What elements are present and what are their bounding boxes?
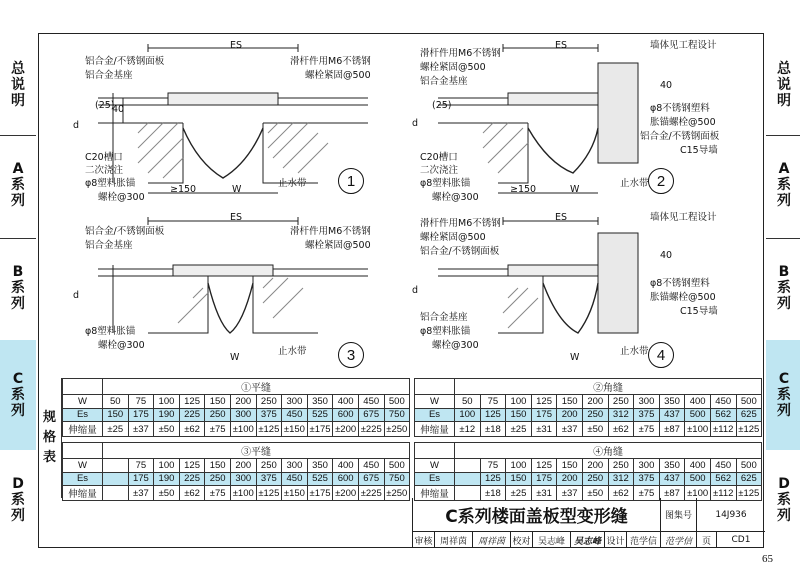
d4-dim-d: d — [412, 285, 419, 296]
table-cell — [103, 459, 129, 473]
row-label: Es — [415, 408, 455, 422]
table-cell: ±37 — [557, 486, 583, 501]
table-cell: 250 — [582, 472, 608, 486]
table-cell: 175 — [128, 408, 154, 422]
d2-label-bolt500: 螺栓紧固@500 — [420, 62, 486, 73]
table-cell: 190 — [154, 408, 180, 422]
table-cell: ±31 — [531, 422, 557, 437]
table-cell: 150 — [506, 408, 532, 422]
d1-dim-es: ES — [230, 40, 243, 51]
d2-dim-w: W — [570, 184, 580, 195]
d1-waterstop: 止水带 — [278, 178, 307, 189]
checker-name: 吴志峰 — [533, 532, 571, 548]
review-label: 审核 — [413, 532, 435, 548]
check-label: 校对 — [511, 532, 533, 548]
d1-right-label-1: 滑杆件用M6不锈钢 — [290, 56, 371, 67]
checker-signature: 吴志峰 — [571, 532, 605, 548]
atlas-number: 14J936 — [697, 498, 765, 532]
table-cell: 300 — [634, 459, 660, 473]
d3-label-bolt: 螺栓@300 — [98, 340, 145, 351]
d3-dim-d: d — [73, 290, 80, 301]
table-cell: 125 — [179, 395, 205, 409]
table-cell: 200 — [582, 459, 608, 473]
table-cell: 100 — [455, 408, 481, 422]
table-cell: 350 — [659, 395, 685, 409]
d2-label-anchor: φ8塑料胀锚 — [420, 178, 471, 189]
table-cell: 375 — [634, 472, 660, 486]
d4-right-c15: C15导墙 — [680, 306, 718, 317]
table-cell: 562 — [710, 472, 736, 486]
d2-right-wall: 墙体见工程设计 — [650, 40, 717, 51]
d4-label-bolt300: 螺栓@300 — [432, 340, 479, 351]
table-cell: 75 — [128, 395, 154, 409]
d4-label-anchor: φ8塑料胀锚 — [420, 326, 471, 337]
table-cell: 50 — [103, 395, 129, 409]
d1-dim-w: W — [232, 184, 242, 195]
row-label: 伸缩量 — [63, 486, 103, 501]
d4-waterstop: 止水带 — [620, 346, 649, 357]
row-label: 伸缩量 — [63, 422, 103, 437]
d1-label-grout: 二次浇注 — [85, 165, 124, 176]
table-cell: 125 — [480, 472, 506, 486]
table-cell: 350 — [307, 395, 333, 409]
side-tab-left-general: 总说明 — [11, 61, 25, 109]
spec-table-3 — [62, 442, 410, 501]
d3-label-panel: 铝合金/不锈钢面板 — [85, 226, 165, 237]
table-cell: 150 — [205, 395, 231, 409]
table-cell: 200 — [557, 472, 583, 486]
design-label: 设计 — [605, 532, 627, 548]
table-head: ③平缝 — [103, 443, 410, 459]
table-cell: 750 — [384, 408, 410, 422]
table-cell: 625 — [736, 408, 762, 422]
table-cell: 500 — [384, 395, 410, 409]
table-cell: 450 — [710, 395, 736, 409]
d1-label-anchor: φ8塑料胀锚 — [85, 178, 136, 189]
table-cell: ±37 — [128, 422, 154, 437]
table-corner — [415, 379, 455, 395]
table-cell: 750 — [384, 472, 410, 486]
table-head: ②角缝 — [455, 379, 762, 395]
d4-label-bolt500: 螺栓紧固@500 — [420, 232, 486, 243]
d2-label-base: 铝合金基座 — [420, 76, 468, 87]
table-cell: 100 — [506, 395, 532, 409]
reviewer-signature: 周祥茵 — [473, 532, 511, 548]
reviewer-name: 周祥茵 — [435, 532, 473, 548]
table-cell: ±100 — [230, 486, 256, 501]
table-cell: 125 — [480, 408, 506, 422]
table-cell: ±25 — [506, 486, 532, 501]
divider — [0, 135, 36, 136]
table-cell: ±75 — [634, 486, 660, 501]
table-cell: ±200 — [333, 422, 359, 437]
table-corner — [415, 443, 455, 459]
table-cell: 125 — [179, 459, 205, 473]
table-cell: 150 — [205, 459, 231, 473]
table-cell: 300 — [230, 408, 256, 422]
table-cell: 450 — [282, 408, 308, 422]
table-cell: 312 — [608, 472, 634, 486]
d2-label-c20: C20槽口 — [420, 152, 458, 163]
table-cell — [455, 472, 481, 486]
side-tab-right-general: 总说明 — [777, 61, 791, 109]
spec-table-1 — [62, 378, 410, 437]
designer-signature: 范学信 — [661, 532, 697, 548]
d4-right-wall: 墙体见工程设计 — [650, 212, 717, 223]
d2-dim-d: d — [412, 118, 419, 129]
divider — [766, 135, 800, 136]
designer-name: 范学信 — [627, 532, 661, 548]
table-cell: ±225 — [358, 486, 384, 501]
table-cell: 450 — [282, 472, 308, 486]
table-cell: 400 — [333, 459, 359, 473]
table-cell: ±75 — [634, 422, 660, 437]
table-cell: 350 — [307, 459, 333, 473]
d2-right-panel: 铝合金/不锈钢面板 — [640, 131, 720, 142]
d1-label-c20: C20槽口 — [85, 152, 123, 163]
table-cell: 150 — [506, 472, 532, 486]
table-cell: 150 — [103, 408, 129, 422]
table-cell — [103, 486, 129, 501]
d4-right-anchor: φ8不锈钢塑料 — [650, 278, 710, 289]
table-cell: ±50 — [154, 422, 180, 437]
table-cell: 200 — [557, 408, 583, 422]
table-cell: 300 — [230, 472, 256, 486]
table-cell: ±12 — [455, 422, 481, 437]
d2-label-grout: 二次浇注 — [420, 165, 459, 176]
row-label: W — [415, 459, 455, 473]
table-cell: 525 — [307, 472, 333, 486]
table-cell: ±250 — [384, 486, 410, 501]
table-cell: 625 — [736, 472, 762, 486]
title-block — [412, 498, 764, 548]
table-cell: ±18 — [480, 422, 506, 437]
table-cell: 562 — [710, 408, 736, 422]
d1-dim-150: ≥150 — [170, 184, 197, 195]
d1-label-bolt: 螺栓@300 — [98, 192, 145, 203]
drawing-title: C系列楼面盖板型变形缝 — [413, 498, 661, 532]
table-cell: 450 — [710, 459, 736, 473]
table-cell: ±25 — [506, 422, 532, 437]
d4-label-slider: 滑杆件用M6不锈钢 — [420, 218, 501, 229]
table-cell: 75 — [480, 395, 506, 409]
spec-table-title: 规格表 — [38, 378, 62, 498]
table-cell: ±87 — [659, 486, 685, 501]
table-cell: ±31 — [531, 486, 557, 501]
row-label: W — [63, 459, 103, 473]
table-cell: 437 — [659, 408, 685, 422]
table-cell: ±125 — [736, 486, 762, 501]
row-label: Es — [63, 472, 103, 486]
table-cell: ±175 — [307, 422, 333, 437]
table-cell: 175 — [128, 472, 154, 486]
table-cell: ±200 — [333, 486, 359, 501]
row-label: 伸缩量 — [415, 422, 455, 437]
table-cell: 400 — [333, 395, 359, 409]
table-cell: ±50 — [582, 486, 608, 501]
detail-drawings — [38, 33, 764, 378]
table-cell: 75 — [128, 459, 154, 473]
table-cell: 450 — [358, 395, 384, 409]
table-corner — [63, 379, 103, 395]
table-cell: 50 — [455, 395, 481, 409]
table-cell: 600 — [333, 408, 359, 422]
d1-label-base: 铝合金基座 — [85, 70, 133, 81]
d3-number: 3 — [338, 342, 364, 368]
table-cell — [455, 459, 481, 473]
table-cell: 100 — [154, 459, 180, 473]
table-head: ④角缝 — [455, 443, 762, 459]
page-code: CD1 — [731, 535, 751, 545]
side-tab-left-c: C系列 — [0, 340, 36, 450]
table-cell: 100 — [506, 459, 532, 473]
table-cell: 125 — [531, 459, 557, 473]
d4-label-panel: 铝合金/不锈钢面板 — [420, 246, 500, 257]
side-tab-right-a: A系列 — [777, 161, 791, 209]
table-cell: ±100 — [685, 486, 711, 501]
table-cell: ±18 — [480, 486, 506, 501]
table-cell: ±37 — [128, 486, 154, 501]
table-cell: 675 — [358, 408, 384, 422]
row-label: 伸缩量 — [415, 486, 455, 501]
d1-dim-25: (25) — [95, 100, 115, 111]
table-cell: 175 — [531, 408, 557, 422]
table-cell: 500 — [384, 459, 410, 473]
side-tab-left-a: A系列 — [11, 161, 25, 209]
table-cell: ±62 — [608, 486, 634, 501]
table-cell: 175 — [531, 472, 557, 486]
d3-dim-w: W — [230, 352, 240, 363]
table-cell: ±100 — [685, 422, 711, 437]
table-cell: 250 — [205, 472, 231, 486]
d2-label-bolt300: 螺栓@300 — [432, 192, 479, 203]
d1-right-label-2: 螺栓紧固@500 — [305, 70, 371, 81]
table-cell: 525 — [307, 408, 333, 422]
table-cell: 250 — [608, 459, 634, 473]
table-cell: ±150 — [282, 422, 308, 437]
table-cell: 100 — [154, 395, 180, 409]
d2-waterstop: 止水带 — [620, 178, 649, 189]
d1-number: 1 — [338, 168, 364, 194]
table-cell: 250 — [608, 395, 634, 409]
page-label: 页 — [697, 532, 717, 548]
table-cell: 437 — [659, 472, 685, 486]
table-cell: 375 — [256, 408, 282, 422]
table-cell: 450 — [358, 459, 384, 473]
d1-label-panel: 铝合金/不锈钢面板 — [85, 56, 165, 67]
table-cell: ±175 — [307, 486, 333, 501]
row-label: Es — [415, 472, 455, 486]
table-cell: ±125 — [736, 422, 762, 437]
atlas-label: 图集号 — [661, 498, 697, 532]
table-cell: 312 — [608, 408, 634, 422]
table-cell: ±125 — [256, 422, 282, 437]
table-cell: 500 — [685, 472, 711, 486]
d3-label-anchor: φ8塑料胀锚 — [85, 326, 136, 337]
table-cell: ±100 — [230, 422, 256, 437]
side-tab-right-c: C系列 — [766, 340, 800, 450]
d3-right-label-2: 螺栓紧固@500 — [305, 240, 371, 251]
side-tab-right-b: B系列 — [777, 263, 791, 312]
table-cell: 150 — [557, 395, 583, 409]
d2-right-bolt500: 胀锚螺栓@500 — [650, 117, 716, 128]
d4-label-base: 铝合金基座 — [420, 312, 468, 323]
table-cell: ±150 — [282, 486, 308, 501]
d2-number: 2 — [648, 168, 674, 194]
table-cell: 225 — [179, 472, 205, 486]
table-cell: ±250 — [384, 422, 410, 437]
spec-table-area — [38, 378, 764, 501]
side-tab-left-b: B系列 — [11, 263, 25, 312]
side-tab-left-d: D系列 — [11, 475, 25, 524]
divider — [0, 238, 36, 239]
table-cell: 500 — [736, 459, 762, 473]
d2-dim-25: (25) — [432, 100, 452, 111]
table-cell: 350 — [659, 459, 685, 473]
table-cell: ±125 — [256, 486, 282, 501]
table-cell: ±50 — [154, 486, 180, 501]
d1-dim-40: 40 — [112, 104, 125, 115]
table-cell: ±62 — [179, 422, 205, 437]
table-cell: ±112 — [710, 486, 736, 501]
table-cell: ±50 — [582, 422, 608, 437]
table-cell: ±37 — [557, 422, 583, 437]
table-cell — [103, 472, 129, 486]
table-cell: ±87 — [659, 422, 685, 437]
side-tab-right-d: D系列 — [777, 475, 791, 524]
table-cell: ±62 — [179, 486, 205, 501]
d2-dim-40: 40 — [660, 80, 673, 91]
d3-dim-es: ES — [230, 212, 243, 223]
d1-dim-d: d — [73, 120, 80, 131]
table-cell: 200 — [230, 459, 256, 473]
d3-right-label-1: 滑杆件用M6不锈钢 — [290, 226, 371, 237]
table-cell: 250 — [256, 395, 282, 409]
table-cell: 250 — [256, 459, 282, 473]
table-corner — [63, 443, 103, 459]
table-cell: ±75 — [205, 486, 231, 501]
table-cell: 375 — [634, 408, 660, 422]
page-number: 65 — [762, 553, 773, 565]
table-cell: 225 — [179, 408, 205, 422]
table-head: ①平缝 — [103, 379, 410, 395]
d2-dim-es: ES — [555, 40, 568, 51]
table-cell: 300 — [282, 395, 308, 409]
table-cell: ±25 — [103, 422, 129, 437]
table-cell: 400 — [685, 395, 711, 409]
d3-waterstop: 止水带 — [278, 346, 307, 357]
row-label: Es — [63, 408, 103, 422]
table-cell: ±225 — [358, 422, 384, 437]
divider — [766, 238, 800, 239]
table-cell: 250 — [205, 408, 231, 422]
table-cell: 300 — [634, 395, 660, 409]
d4-right-bolt500: 胀锚螺栓@500 — [650, 292, 716, 303]
table-cell: 300 — [282, 459, 308, 473]
d2-right-c15: C15导墙 — [680, 145, 718, 156]
table-cell: ±112 — [710, 422, 736, 437]
row-label: W — [415, 395, 455, 409]
d2-label-slider: 滑杆件用M6不锈钢 — [420, 48, 501, 59]
d2-dim-150: ≥150 — [510, 184, 537, 195]
d4-dim-w: W — [570, 352, 580, 363]
row-label: W — [63, 395, 103, 409]
table-cell: 75 — [480, 459, 506, 473]
table-cell: 500 — [685, 408, 711, 422]
table-cell: 190 — [154, 472, 180, 486]
table-cell: 375 — [256, 472, 282, 486]
d4-dim-es: ES — [555, 212, 568, 223]
spec-table-2 — [414, 378, 762, 437]
d4-number: 4 — [648, 342, 674, 368]
table-cell: 675 — [358, 472, 384, 486]
d4-dim-40: 40 — [660, 250, 673, 261]
table-cell: ±75 — [205, 422, 231, 437]
table-cell: 125 — [531, 395, 557, 409]
table-cell: 200 — [230, 395, 256, 409]
table-cell: 600 — [333, 472, 359, 486]
table-cell: 400 — [685, 459, 711, 473]
d2-right-anchor: φ8不锈钢塑料 — [650, 103, 710, 114]
spec-table-4 — [414, 442, 762, 501]
table-cell: 150 — [557, 459, 583, 473]
table-cell: 200 — [582, 395, 608, 409]
table-cell: 500 — [736, 395, 762, 409]
d3-label-base: 铝合金基座 — [85, 240, 133, 251]
table-cell: ±62 — [608, 422, 634, 437]
table-cell: 250 — [582, 408, 608, 422]
